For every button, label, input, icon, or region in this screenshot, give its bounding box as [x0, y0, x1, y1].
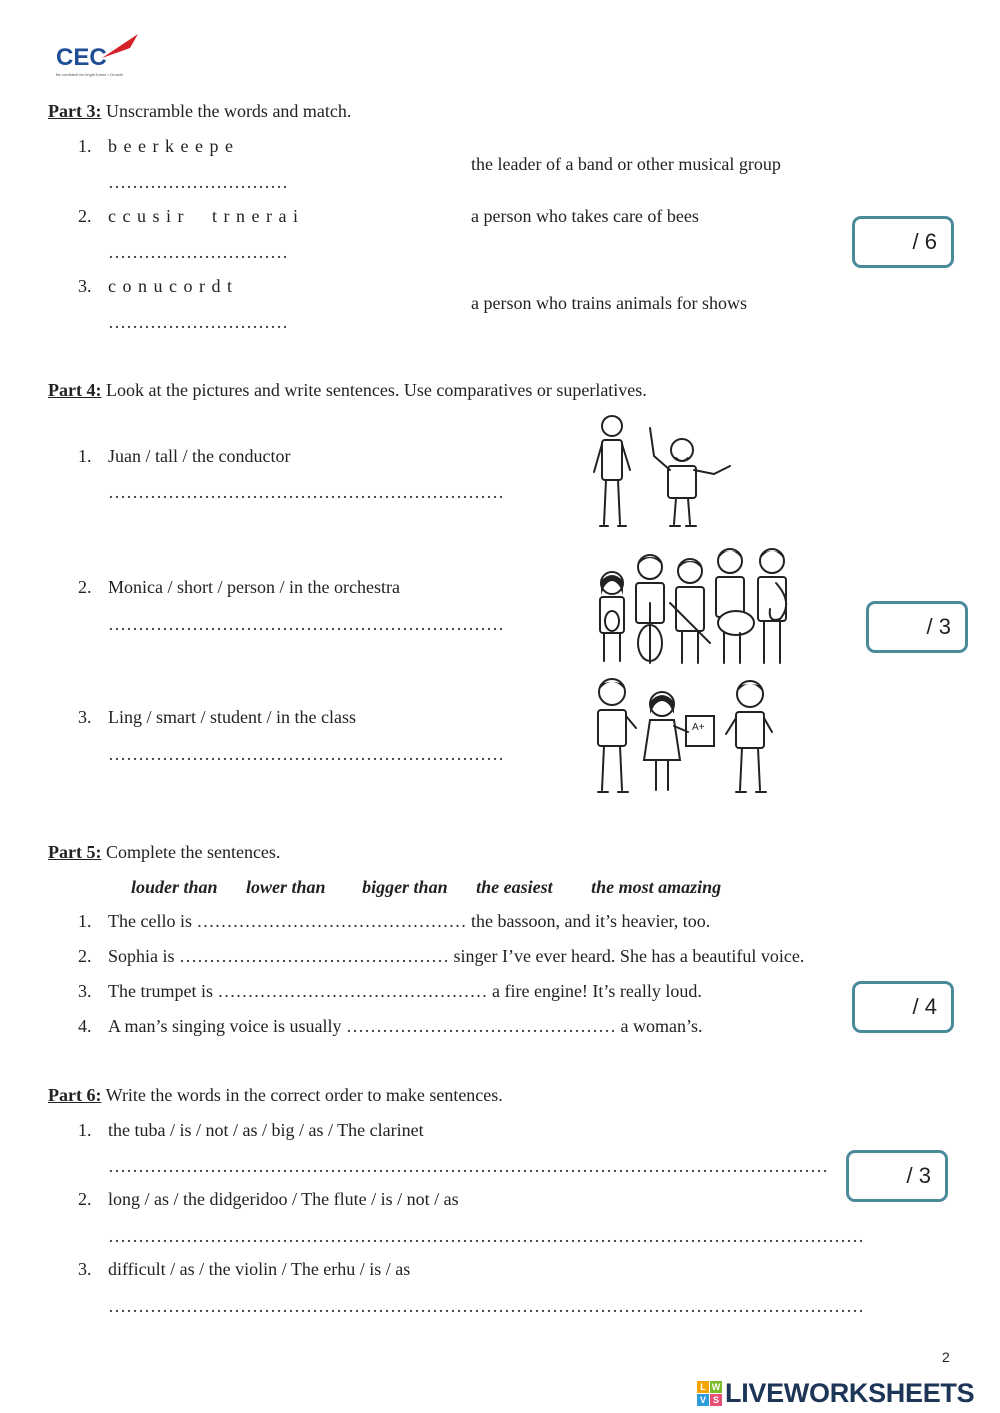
badge-letter: V	[697, 1394, 709, 1406]
definition-1[interactable]: the leader of a band or other musical group	[471, 154, 781, 174]
part4-item-3	[78, 707, 356, 728]
badge-letter: L	[697, 1381, 709, 1393]
item-number: 1.	[78, 911, 92, 931]
part4-item-2	[78, 577, 400, 598]
item-number: 3.	[78, 981, 92, 1001]
part4-heading	[48, 380, 647, 401]
prompt: Ling / smart / student / in the class	[108, 707, 356, 727]
part6-heading	[48, 1085, 503, 1106]
part3-answer-3[interactable]: …………………………	[108, 312, 288, 332]
score-label: / 6	[912, 229, 937, 254]
part6-item-2	[78, 1189, 459, 1210]
liveworksheets-brand	[697, 1378, 974, 1408]
scrambled-word: c c u s i r t r n e r a i	[108, 206, 299, 226]
orchestra-illustration	[590, 543, 805, 668]
word-bank-item: louder than	[131, 877, 218, 897]
badge-letter: S	[710, 1394, 722, 1406]
badge-letter: W	[711, 1382, 721, 1392]
sentence-end: the bassoon, and it’s heavier, too.	[470, 911, 711, 931]
sentence-end: a woman’s.	[620, 1016, 703, 1036]
part3-item-1	[78, 136, 234, 157]
part6-answer-1[interactable]: …………………………………………………………………………………………………………	[108, 1156, 828, 1176]
part6-item-3	[78, 1259, 410, 1280]
prompt: Juan / tall / the conductor	[108, 446, 291, 466]
part4-title: Part 4:	[48, 380, 102, 400]
definition-2[interactable]: a person who takes care of bees	[471, 206, 699, 226]
word-bank-item: bigger than	[362, 877, 448, 897]
part4-answer-3[interactable]: …………………………………………………………	[108, 744, 504, 764]
sentence-start: The trumpet is	[108, 981, 213, 1001]
part3-answer-2[interactable]: …………………………	[108, 242, 288, 262]
part3-answer-1[interactable]: …………………………	[108, 172, 288, 192]
item-number: 3.	[78, 276, 92, 296]
score-label: / 3	[906, 1163, 931, 1188]
item-number: 1.	[78, 136, 92, 156]
part6-score-box[interactable]	[846, 1150, 948, 1202]
scrambled-sentence: difficult / as / the violin / The erhu / is / as	[108, 1259, 411, 1279]
part5-blank-4[interactable]: ………………………………………	[346, 1016, 616, 1036]
logo-text: CEC	[56, 44, 107, 71]
word-bank-item: lower than	[246, 877, 326, 897]
scrambled-word: c o n u c o r d t	[108, 276, 233, 296]
part3-score-box[interactable]	[852, 216, 954, 268]
word-bank	[131, 877, 745, 898]
item-number: 1.	[78, 1120, 92, 1140]
scrambled-sentence: the tuba / is / not / as / big / as / The clarinet	[108, 1120, 424, 1140]
sentence-start: The cello is	[108, 911, 192, 931]
part4-item-1	[78, 446, 290, 467]
sentence-start: A man’s singing voice is usually	[108, 1016, 342, 1036]
sentence-end: singer I’ve ever heard. She has a beautiful voice.	[453, 946, 805, 966]
part5-title: Part 5:	[48, 842, 102, 862]
item-number: 2.	[78, 577, 92, 597]
part5-blank-3[interactable]: ………………………………………	[217, 981, 488, 1001]
part3-heading	[48, 101, 351, 122]
brand-text: LIVEWORKSHEETS	[725, 1378, 975, 1408]
part6-answer-3[interactable]: ………………………………………………………………………………………………………………	[108, 1296, 864, 1316]
part3-item-3	[78, 276, 233, 297]
item-number: 3.	[78, 1259, 92, 1279]
part3-title: Part 3:	[48, 101, 102, 121]
part5-item-1	[78, 911, 710, 932]
logo-swoosh-icon	[100, 32, 140, 62]
item-number: 3.	[78, 707, 92, 727]
part4-answer-2[interactable]: …………………………………………………………	[108, 614, 504, 634]
score-label: / 3	[926, 614, 951, 639]
word-bank-item: the easiest	[476, 877, 553, 897]
part6-title: Part 6:	[48, 1085, 102, 1105]
part5-item-3	[78, 981, 702, 1002]
part6-instruction: Write the words in the correct order to make sentences.	[105, 1085, 503, 1105]
juan-and-conductor-illustration	[590, 412, 750, 537]
prompt: Monica / short / person / in the orchestra	[108, 577, 400, 597]
score-label: / 4	[912, 994, 937, 1019]
item-number: 2.	[78, 206, 92, 226]
definition-3[interactable]: a person who trains animals for shows	[471, 293, 747, 313]
page-number: 2	[942, 1349, 950, 1365]
sentence-start: Sophia is	[108, 946, 175, 966]
cec-logo	[52, 32, 142, 80]
part4-answer-1[interactable]: …………………………………………………………	[108, 482, 504, 502]
part5-score-box[interactable]	[852, 981, 954, 1033]
item-number: 2.	[78, 1189, 92, 1209]
brand-badge-icon	[697, 1381, 722, 1406]
item-number: 1.	[78, 446, 92, 466]
part5-blank-1[interactable]: ………………………………………	[196, 911, 467, 931]
part5-item-4	[78, 1016, 702, 1037]
students-illustration	[590, 674, 780, 799]
logo-tagline: Be confident for bright future • Growth	[56, 72, 123, 77]
item-number: 2.	[78, 946, 92, 966]
item-number: 4.	[78, 1016, 92, 1036]
part5-instruction: Complete the sentences.	[105, 842, 281, 862]
part4-instruction: Look at the pictures and write sentences. Use comparatives or superlatives.	[105, 380, 647, 400]
scrambled-sentence: long / as / the didgeridoo / The flute / is / not / as	[108, 1189, 459, 1209]
part4-score-box[interactable]	[866, 601, 968, 653]
part3-item-2	[78, 206, 299, 227]
word-bank-item: the most amazing	[591, 877, 722, 897]
part5-blank-2[interactable]: ………………………………………	[179, 946, 450, 966]
part5-heading	[48, 842, 280, 863]
part6-answer-2[interactable]: ………………………………………………………………………………………………………………	[108, 1226, 864, 1246]
scrambled-word: b e e r k e e p e	[108, 136, 234, 156]
part5-item-2	[78, 946, 804, 967]
part3-instruction: Unscramble the words and match.	[105, 101, 352, 121]
sentence-end: a fire engine! It’s really loud.	[491, 981, 702, 1001]
paper-grade: A+	[692, 722, 705, 733]
part6-item-1	[78, 1120, 424, 1141]
